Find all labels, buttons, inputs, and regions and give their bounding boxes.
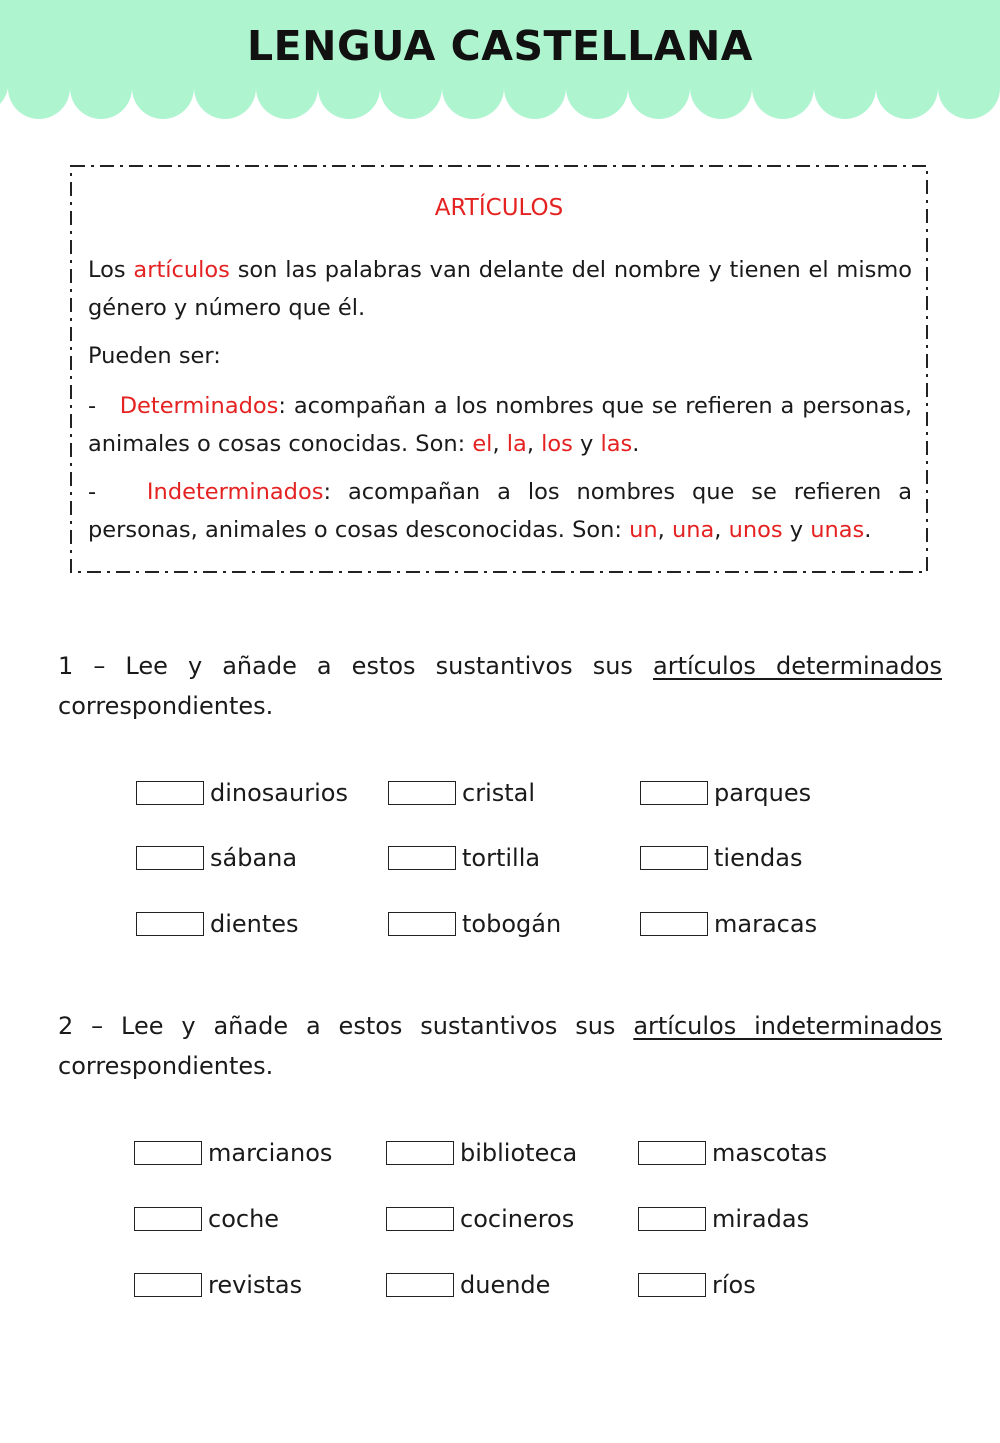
article-blank[interactable] bbox=[134, 1207, 202, 1231]
intro-post: son las palabras van delante del nombre y tienen el mismo género y número que él. bbox=[88, 257, 912, 321]
noun-label: biblioteca bbox=[460, 1139, 578, 1167]
article-blank[interactable] bbox=[388, 781, 456, 805]
exercise1-underlined: artículos determinados bbox=[653, 652, 942, 680]
exercise1-item bbox=[640, 776, 811, 810]
noun-label: ríos bbox=[712, 1271, 756, 1299]
conjunction: y bbox=[580, 431, 594, 457]
noun-label: dientes bbox=[210, 910, 299, 938]
exercise2-item bbox=[134, 1136, 332, 1170]
exercise2-item bbox=[386, 1202, 574, 1236]
theory-determinados bbox=[88, 387, 912, 463]
exercise2-item bbox=[134, 1202, 279, 1236]
article-blank[interactable] bbox=[388, 912, 456, 936]
noun-label: tiendas bbox=[714, 844, 803, 872]
period: . bbox=[632, 431, 640, 457]
noun-label: revistas bbox=[208, 1271, 303, 1299]
exercise1-item bbox=[136, 907, 299, 941]
noun-label: maracas bbox=[714, 910, 818, 938]
article-blank[interactable] bbox=[638, 1207, 706, 1231]
article-blank[interactable] bbox=[136, 846, 204, 870]
indet-article-unos: unos bbox=[728, 517, 783, 543]
article-blank[interactable] bbox=[640, 846, 708, 870]
exercise1-item bbox=[388, 841, 540, 875]
article-blank[interactable] bbox=[134, 1141, 202, 1165]
exercise2-item bbox=[638, 1202, 809, 1236]
theory-indeterminados bbox=[88, 473, 912, 549]
exercise2-suffix: correspondientes. bbox=[58, 1052, 274, 1080]
exercise1-instruction bbox=[58, 646, 942, 726]
det-text: : acompañan a los nombres que se refieren a personas, animales o cosas conocidas. Son: bbox=[88, 393, 912, 457]
exercise2-item bbox=[638, 1136, 827, 1170]
article-blank[interactable] bbox=[136, 912, 204, 936]
indet-article-unas: unas bbox=[810, 517, 865, 543]
indet-dash: - bbox=[88, 479, 97, 505]
exercise2-item bbox=[134, 1268, 302, 1302]
noun-label: dinosaurios bbox=[210, 779, 348, 807]
article-blank[interactable] bbox=[638, 1273, 706, 1297]
det-article-la: la bbox=[506, 431, 527, 457]
noun-label: parques bbox=[714, 779, 812, 807]
noun-label: mascotas bbox=[712, 1139, 828, 1167]
det-article-los: los bbox=[541, 431, 573, 457]
exercise1-prefix: 1 – Lee y añade a estos sustantivos sus bbox=[58, 652, 633, 680]
comma: , bbox=[492, 431, 500, 457]
comma: , bbox=[714, 517, 722, 543]
exercise1-item bbox=[388, 776, 535, 810]
indet-article-un: un bbox=[629, 517, 658, 543]
noun-label: tortilla bbox=[462, 844, 541, 872]
det-article-el: el bbox=[472, 431, 493, 457]
page-title: LENGUA CASTELLANA bbox=[247, 22, 753, 70]
theory-box bbox=[70, 165, 928, 573]
theory-intro bbox=[88, 251, 912, 327]
period: . bbox=[864, 517, 872, 543]
noun-label: marcianos bbox=[208, 1139, 333, 1167]
indet-article-una: una bbox=[671, 517, 715, 543]
exercise1-item bbox=[640, 841, 803, 875]
article-blank[interactable] bbox=[386, 1207, 454, 1231]
exercise2-item bbox=[638, 1268, 756, 1302]
noun-label: coche bbox=[208, 1205, 280, 1233]
det-article-las: las bbox=[600, 431, 633, 457]
det-dash: - bbox=[88, 393, 97, 419]
exercise2-instruction bbox=[58, 1006, 942, 1086]
article-blank[interactable] bbox=[386, 1141, 454, 1165]
comma: , bbox=[657, 517, 665, 543]
article-blank[interactable] bbox=[640, 781, 708, 805]
exercise2-prefix: 2 – Lee y añade a estos sustantivos sus bbox=[58, 1012, 616, 1040]
theory-heading: ARTÍCULOS bbox=[434, 195, 564, 221]
exercise1-suffix: correspondientes. bbox=[58, 692, 274, 720]
exercise1-item bbox=[136, 776, 348, 810]
noun-label: cristal bbox=[462, 779, 536, 807]
intro-term: artículos bbox=[133, 257, 230, 283]
conjunction: y bbox=[789, 517, 804, 543]
article-blank[interactable] bbox=[386, 1273, 454, 1297]
exercise2-item bbox=[386, 1268, 550, 1302]
exercise2-underlined: artículos indeterminados bbox=[633, 1012, 942, 1040]
det-term: Determinados bbox=[119, 393, 279, 419]
exercise1-item bbox=[136, 841, 297, 875]
article-blank[interactable] bbox=[388, 846, 456, 870]
article-blank[interactable] bbox=[136, 781, 204, 805]
indet-term: Indeterminados bbox=[146, 479, 324, 505]
intro-pre: Los bbox=[88, 257, 126, 283]
noun-label: miradas bbox=[712, 1205, 810, 1233]
article-blank[interactable] bbox=[134, 1273, 202, 1297]
noun-label: duende bbox=[460, 1271, 551, 1299]
exercise1-item bbox=[640, 907, 817, 941]
theory-pueden: Pueden ser: bbox=[88, 343, 221, 369]
exercise1-item bbox=[388, 907, 561, 941]
noun-label: cocineros bbox=[460, 1205, 575, 1233]
comma: , bbox=[526, 431, 534, 457]
indet-text: : acompañan a los nombres que se refieren a personas, animales o cosas desconocidas. Son: bbox=[88, 479, 912, 543]
article-blank[interactable] bbox=[638, 1141, 706, 1165]
header-banner bbox=[0, 0, 1000, 125]
article-blank[interactable] bbox=[640, 912, 708, 936]
noun-label: tobogán bbox=[462, 910, 562, 938]
noun-label: sábana bbox=[210, 844, 298, 872]
exercise2-item bbox=[386, 1136, 577, 1170]
